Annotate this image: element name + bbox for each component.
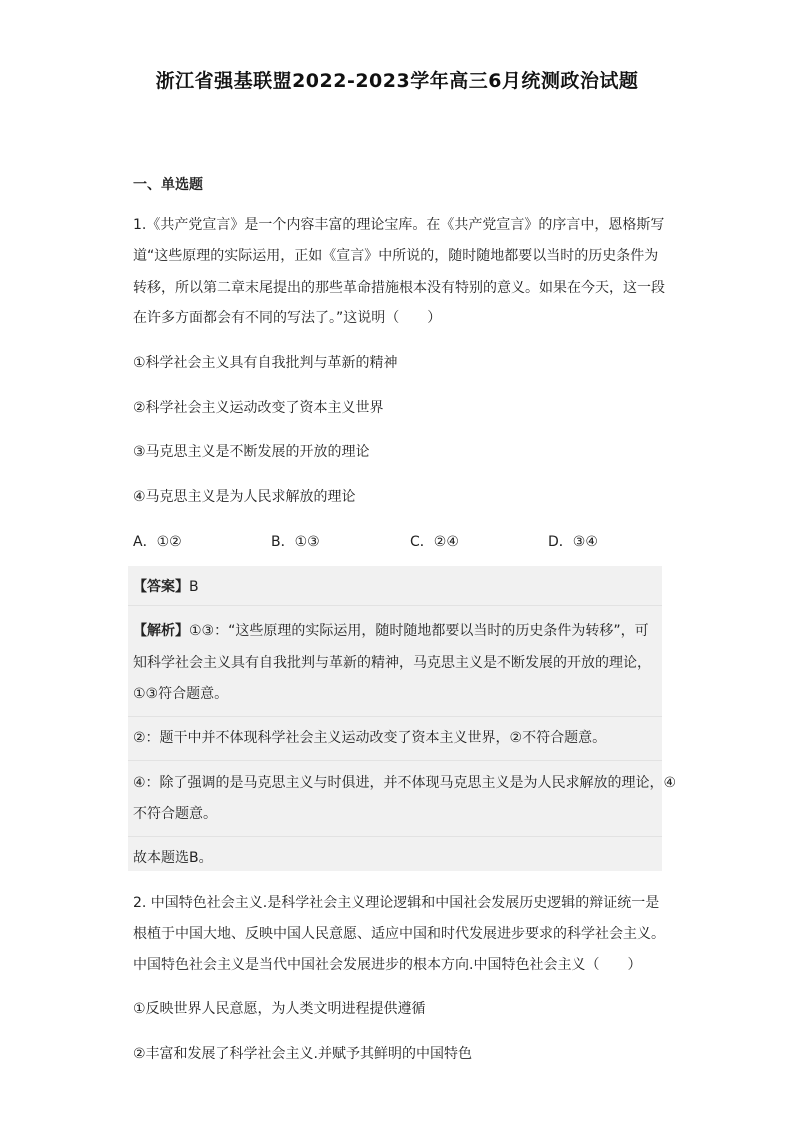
q1-option-c: C．②④ bbox=[410, 534, 459, 550]
q1-statement-4: ④马克思主义是为人民求解放的理论 bbox=[133, 489, 356, 505]
answer-divider bbox=[128, 836, 662, 837]
page-title: 浙江省强基联盟2022-2023学年高三6月统测政治试题 bbox=[155, 70, 639, 92]
q2-stem-line: 中国特色社会主义是当代中国社会发展进步的根本方向.中国特色社会主义（ ） bbox=[133, 957, 642, 973]
analysis-line: ②：题干中并不体现科学社会主义运动改变了资本主义世界，②不符合题意。 bbox=[133, 730, 607, 746]
q2-statement-2: ②丰富和发展了科学社会主义.并赋予其鲜明的中国特色 bbox=[133, 1046, 472, 1062]
analysis-line: 不符合题意。 bbox=[133, 806, 217, 822]
answer-value: B bbox=[189, 579, 199, 595]
q2-stem-line: 根植于中国大地、反映中国人民意愿、适应中国和时代发展进步要求的科学社会主义。 bbox=[133, 926, 665, 942]
answer-line bbox=[133, 576, 199, 596]
q1-stem-line: 1.《共产党宣言》是一个内容丰富的理论宝库。在《共产党宣言》的序言中，恩格斯写 bbox=[133, 217, 665, 233]
analysis-line: 知科学社会主义具有自我批判与革新的精神，马克思主义是不断发展的开放的理论， bbox=[133, 655, 651, 671]
q1-stem-line: 道“这些原理的实际运用，正如《宣言》中所说的，随时随地都要以当时的历史条件为 bbox=[133, 248, 659, 264]
q1-stem-line: 转移，所以第二章末尾提出的那些革命措施根本没有特别的意义。如果在今天，这一段 bbox=[133, 280, 665, 296]
answer-divider bbox=[128, 605, 662, 606]
analysis-line bbox=[133, 620, 649, 640]
analysis-line: ④：除了强调的是马克思主义与时俱进，并不体现马克思主义是为人民求解放的理论，④ bbox=[133, 775, 677, 791]
section-heading: 一、单选题 bbox=[133, 177, 203, 193]
q1-option-d: D．③④ bbox=[548, 534, 598, 550]
q1-statement-1: ①科学社会主义具有自我批判与革新的精神 bbox=[133, 355, 398, 371]
analysis-text: ①③：“这些原理的实际运用，随时随地都要以当时的历史条件为转移”，可 bbox=[189, 623, 649, 639]
analysis-label: 【解析】 bbox=[133, 623, 189, 639]
q1-option-b: B．①③ bbox=[271, 534, 320, 550]
q2-stem-line: 2. 中国特色社会主义.是科学社会主义理论逻辑和中国社会发展历史逻辑的辩证统一是 bbox=[133, 895, 660, 911]
analysis-line: 故本题选B。 bbox=[133, 850, 213, 866]
answer-divider bbox=[128, 716, 662, 717]
answer-label: 【答案】 bbox=[133, 579, 189, 595]
q2-statement-1: ①反映世界人民意愿，为人类文明进程提供遵循 bbox=[133, 1001, 426, 1017]
q1-statement-2: ②科学社会主义运动改变了资本主义世界 bbox=[133, 400, 384, 416]
answer-box bbox=[128, 566, 662, 871]
q1-option-a: A．①② bbox=[133, 534, 182, 550]
analysis-line: ①③符合题意。 bbox=[133, 686, 229, 702]
q1-stem-line: 在许多方面都会有不同的写法了。”这说明（ ） bbox=[133, 310, 442, 326]
answer-divider bbox=[128, 760, 662, 761]
q1-statement-3: ③马克思主义是不断发展的开放的理论 bbox=[133, 444, 370, 460]
